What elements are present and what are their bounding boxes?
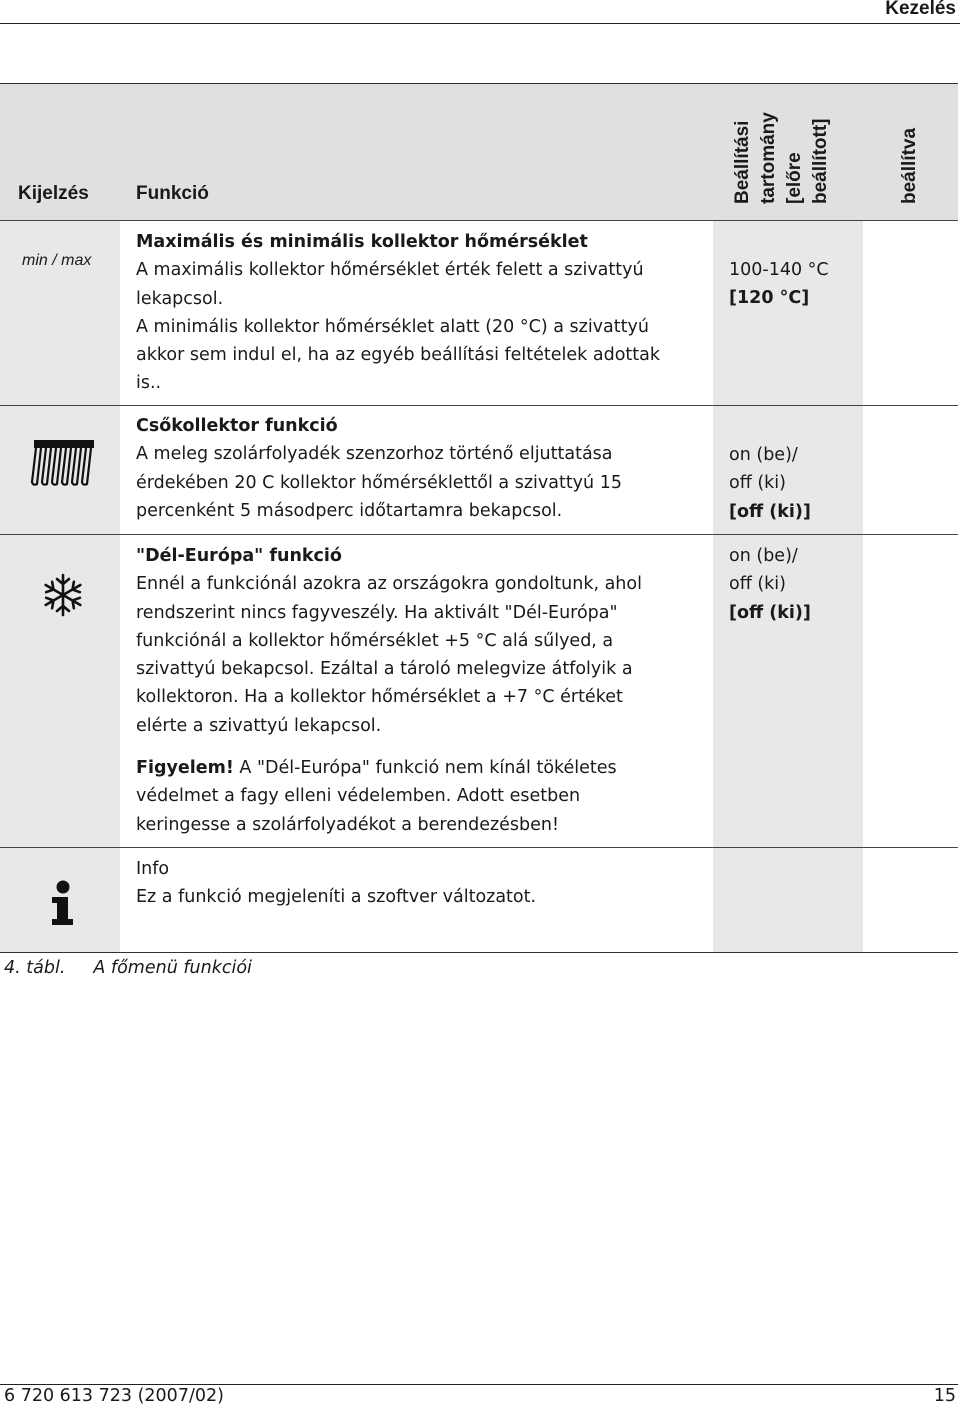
range-value: 100-140 °C (729, 260, 829, 280)
warning-line: védelmet a fagy elleni védelemben. Adott esetben (136, 786, 581, 807)
function-line: rendszerint nincs fagyveszély. Ha aktivált "Dél-Európa" (136, 602, 618, 623)
range-value: off (ki) (729, 473, 786, 494)
function-title: Maximális és minimális kollektor hőmérséklet (136, 232, 588, 252)
function-line: A meleg szolárfolyadék szenzorhoz történő eljuttatása (136, 444, 613, 465)
warning-line: A "Dél-Európa" funkció nem kínál tökéletes (233, 758, 617, 778)
function-line: A maximális kollektor hőmérséklet érték felett a szivattyú (136, 260, 644, 281)
function-title: Csőkollektor funkció (136, 416, 338, 436)
info-icon (49, 880, 75, 926)
function-cell (136, 412, 704, 525)
header-rule (0, 23, 960, 24)
warning-label: Figyelem! (136, 758, 234, 778)
table-caption (4, 958, 252, 978)
range-cell (729, 441, 859, 526)
table-bottom-rule (0, 952, 958, 953)
document-number: 6 720 613 723 (2007/02) (4, 1386, 224, 1406)
function-line: érdekében 20 C kollektor hőmérséklettől a szivattyú 15 (136, 472, 622, 493)
row-divider (0, 405, 958, 406)
range-cell (729, 256, 859, 313)
function-line: percenként 5 másodperc időtartamra bekapcsol. (136, 500, 563, 521)
function-line: szivattyú bekapcsol. Ezáltal a tároló melegvize átfolyik a (136, 659, 633, 680)
function-line: Ennél a funkciónál azokra az országokra gondoltunk, ahol (136, 574, 642, 595)
row-divider (120, 847, 958, 848)
function-line: kollektoron. Ha a kollektor hőmérséklet a +7 °C értéket (136, 687, 623, 708)
row-divider (0, 220, 958, 221)
function-cell (136, 542, 704, 740)
snowflake-icon (40, 572, 86, 618)
header-range-line: beállított] (810, 118, 831, 204)
function-line: Ez a funkció megjeleníti a szoftver változatot. (136, 887, 537, 908)
section-title: Kezelés (885, 0, 956, 19)
caption-label: 4. tábl. (4, 958, 66, 978)
function-title: Info (136, 859, 170, 879)
function-line: A minimális kollektor hőmérséklet alatt (20 °C) a szivattyú (136, 316, 649, 337)
function-line: funkciónál a kollektor hőmérséklet +5 °C alá sűlyed, a (136, 630, 614, 651)
table-top-rule (0, 83, 958, 84)
header-set-label: beállítva (899, 127, 920, 204)
tube-collector-icon (28, 438, 98, 488)
range-cell (729, 542, 859, 627)
function-line: lekapcsol. (136, 288, 224, 309)
display-min-max: min / max (22, 252, 92, 269)
function-line: elérte a szivattyú lekapcsol. (136, 715, 382, 736)
footer-rule (0, 1384, 958, 1385)
range-default: [120 °C] (729, 288, 810, 309)
row-divider (0, 534, 958, 535)
header-range-line: [előre (784, 152, 805, 204)
range-value: on (be)/ (729, 546, 798, 566)
range-value: on (be)/ (729, 445, 798, 465)
function-cell (136, 855, 704, 912)
header-range-line: tartomány (758, 112, 779, 204)
header-function: Funkció (136, 183, 209, 204)
function-title: "Dél-Európa" funkció (136, 546, 342, 566)
function-cell (136, 228, 704, 398)
page-number: 15 (933, 1386, 956, 1406)
warning-note (136, 754, 704, 839)
function-line: is.. (136, 373, 162, 394)
header-display: Kijelzés (18, 183, 89, 204)
function-line: akkor sem indul el, ha az egyéb beállítási feltételek adottak (136, 345, 660, 366)
range-default: [off (ki)] (729, 602, 811, 623)
warning-line: keringesse a szolárfolyadékot a berendezésben! (136, 814, 560, 835)
range-default: [off (ki)] (729, 501, 811, 522)
caption-text: A főmenü funkciói (93, 958, 252, 978)
header-range-line: Beállítási (732, 120, 753, 204)
row-divider (0, 847, 120, 848)
range-value: off (ki) (729, 574, 786, 595)
